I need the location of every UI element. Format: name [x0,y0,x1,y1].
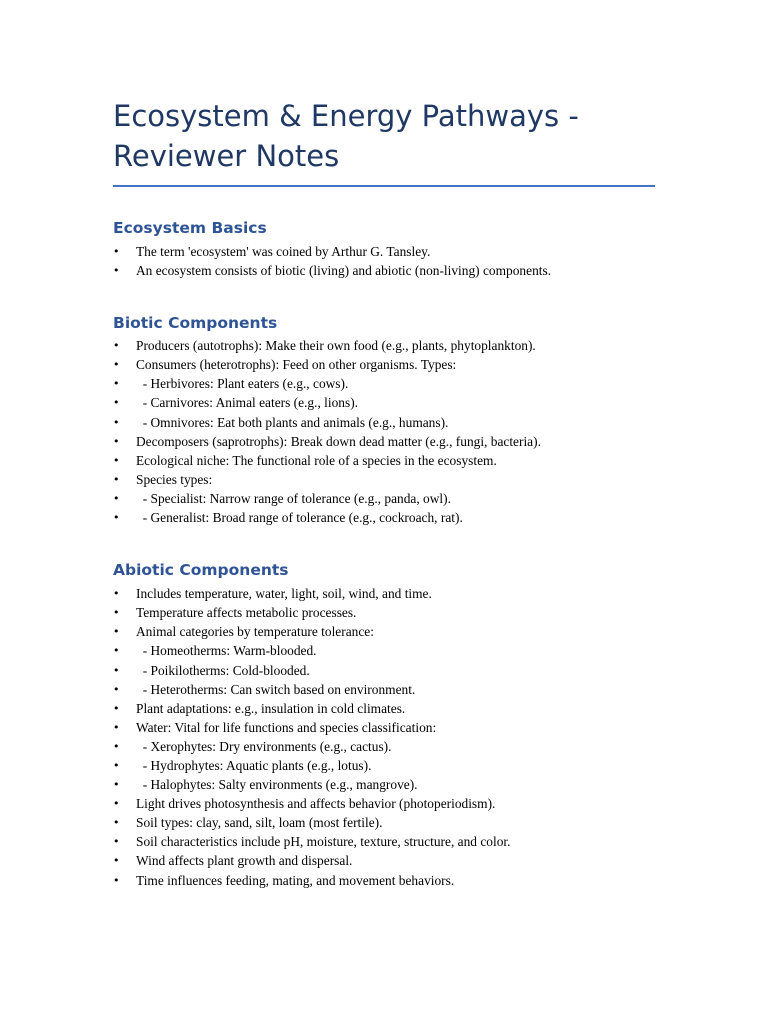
list-item [113,851,655,870]
bullet-dot-icon: • [113,758,120,772]
list-item [113,393,655,412]
list-item-text: Time influences feeding, mating, and movement behaviors. [136,872,455,888]
section-heading-abiotic-components: Abiotic Components [113,561,289,580]
list-item [113,661,655,680]
section-heading-ecosystem-basics: Ecosystem Basics [113,219,267,237]
bullet-dot-icon: • [113,511,120,525]
list-item [113,794,655,813]
list-item-text: Soil characteristics include pH, moisture, texture, structure, and color. [136,834,511,850]
list-item-text: - Carnivores: Animal eaters (e.g., lions). [136,395,359,411]
list-item-text: Animal categories by temperature tolerance: [136,624,374,640]
list-item [113,584,655,603]
list-item-text: Ecological niche: The functional role of a species in the ecosystem. [136,452,497,468]
list-item [113,737,655,756]
bullet-dot-icon: • [113,453,120,467]
list-item-text: - Heterotherms: Can switch based on environment. [136,681,416,697]
list-item [113,470,655,489]
list-item-text: Soil types: clay, sand, silt, loam (most fertile). [136,815,383,831]
bullet-dot-icon: • [113,720,120,734]
bullet-dot-icon: • [113,339,120,353]
list-item-text: Water: Vital for life functions and species classification: [136,719,437,735]
section-heading-biotic-components: Biotic Components [113,314,278,333]
list-item [113,603,655,622]
list-item-text: - Generalist: Broad range of tolerance (e.g., cockroach, rat). [136,510,463,526]
list-item [113,680,655,699]
list-item [113,413,655,432]
list-item-text: Light drives photosynthesis and affects behavior (photoperiodism). [136,796,496,812]
list-item [113,718,655,737]
list-item [113,261,655,280]
bullet-dot-icon: • [113,472,120,486]
bullet-dot-icon: • [113,835,120,849]
list-item-text: - Herbivores: Plant eaters (e.g., cows). [136,376,349,392]
list-item [113,336,655,355]
list-item [113,451,655,470]
bullet-dot-icon: • [113,606,120,620]
list-item [113,374,655,393]
list-item [113,622,655,641]
bullet-list-biotic-components [113,336,655,527]
bullet-dot-icon: • [113,587,120,601]
list-item [113,508,655,527]
list-item-text: - Xerophytes: Dry environments (e.g., cactus). [136,738,392,754]
bullet-dot-icon: • [113,854,120,868]
bullet-dot-icon: • [113,415,120,429]
list-item-text: - Omnivores: Eat both plants and animals (e.g., humans). [136,414,449,430]
list-item-text: Includes temperature, water, light, soil, wind, and time. [136,586,432,602]
list-item-text: Plant adaptations: e.g., insulation in cold climates. [136,700,406,716]
bullet-list-ecosystem-basics [113,242,655,280]
list-item-text: Wind affects plant growth and dispersal. [136,853,353,869]
list-item-text: An ecosystem consists of biotic (living) and abiotic (non-living) components. [136,263,552,279]
list-item-text: Temperature affects metabolic processes. [136,605,357,621]
list-item [113,355,655,374]
list-item [113,242,655,261]
bullet-list-abiotic-components [113,584,655,890]
list-item-text: The term 'ecosystem' was coined by Arthur G. Tansley. [136,244,431,259]
document-title [113,96,655,185]
bullet-dot-icon: • [113,625,120,639]
bullet-dot-icon: • [113,434,120,448]
list-item-text: - Homeotherms: Warm-blooded. [136,643,317,659]
list-item [113,832,655,851]
list-item-text: - Hydrophytes: Aquatic plants (e.g., lotus). [136,757,372,773]
list-item [113,699,655,718]
bullet-dot-icon: • [113,778,120,792]
list-item [113,756,655,775]
bullet-dot-icon: • [113,701,120,715]
list-item [113,432,655,451]
list-item-text: Producers (autotrophs): Make their own food (e.g., plants, phytoplankton). [136,338,536,354]
list-item [113,871,655,890]
list-item-text: Species types: [136,471,213,487]
list-item-text: - Halophytes: Salty environments (e.g., mangrove). [136,777,418,793]
bullet-dot-icon: • [113,644,120,658]
bullet-dot-icon: • [113,816,120,830]
bullet-dot-icon: • [113,873,120,887]
list-item-text: - Poikilotherms: Cold-blooded. [136,662,310,678]
list-item-text: Decomposers (saprotrophs): Break down dead matter (e.g., fungi, bacteria). [136,433,541,449]
bullet-dot-icon: • [113,491,120,505]
title-line-2: Reviewer Notes [113,139,340,173]
list-item [113,489,655,508]
bullet-dot-icon: • [113,682,120,696]
list-item-text: Consumers (heterotrophs): Feed on other organisms. Types: [136,357,457,373]
document-page [113,96,655,890]
bullet-dot-icon: • [113,264,120,278]
bullet-dot-icon: • [113,245,120,258]
bullet-dot-icon: • [113,377,120,391]
list-item-text: - Specialist: Narrow range of tolerance (e.g., panda, owl). [136,490,451,506]
bullet-dot-icon: • [113,663,120,677]
bullet-dot-icon: • [113,396,120,410]
bullet-dot-icon: • [113,797,120,811]
list-item [113,775,655,794]
title-line-1: Ecosystem & Energy Pathways - [113,99,579,133]
bullet-dot-icon: • [113,739,120,753]
bullet-dot-icon: • [113,358,120,372]
list-item [113,641,655,660]
title-underline-rule [113,185,655,187]
list-item [113,813,655,832]
